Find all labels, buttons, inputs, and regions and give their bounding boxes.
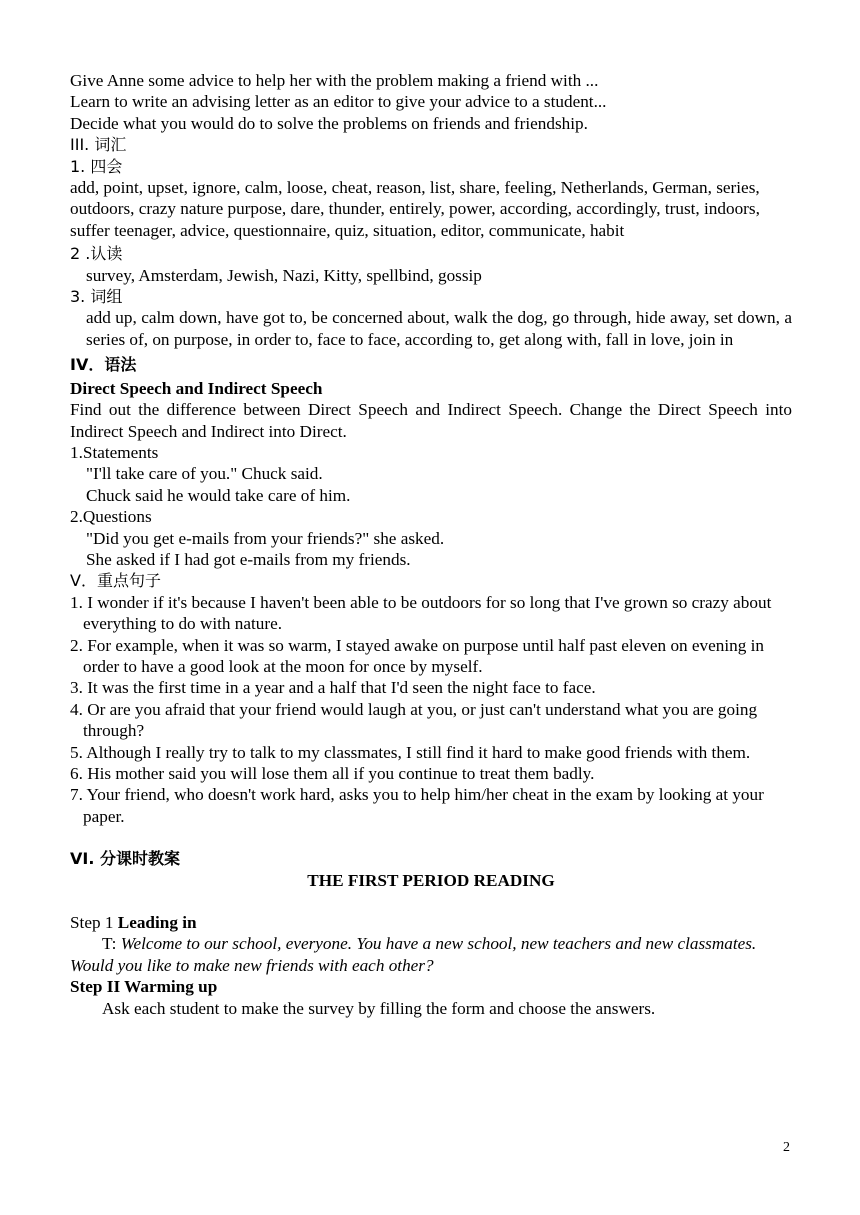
objective-line: Give Anne some advice to help her with the problem making a friend with ... — [70, 71, 599, 90]
vocab-recognition-list: survey, Amsterdam, Jewish, Nazi, Kitty, spellbind, gossip — [86, 265, 482, 285]
key-sentence-item: 7. Your friend, who doesn't work hard, asks you to help him/her cheat in the exam by looking at your paper. — [70, 785, 764, 826]
key-sentence-item: 5. Although I really try to talk to my classmates, I still find it hard to make good friends with them. — [70, 742, 751, 762]
vocab-heading: III. 词汇 — [70, 135, 127, 155]
step1-prefix: Step 1 — [70, 913, 118, 933]
question-indirect-example: She asked if I had got e-mails from my friends. — [86, 549, 411, 569]
objective-line: Decide what you would do to solve the problems on friends and friendship. — [70, 113, 588, 133]
step1-heading — [70, 912, 792, 933]
vocab-subheading-phrases: 3. 词组 — [70, 287, 123, 307]
vocab-word-list: add, point, upset, ignore, calm, loose, cheat, reason, list, share, feeling, Netherlands, German, series, outdoors, crazy nature purpose, dare, thunder, entirely, power, according, accordingly, trust, indoors, suffer teenager, advice, questionnaire, quiz, situation, editor, communicate, habit — [70, 178, 760, 240]
period-title: THE FIRST PERIOD READING — [307, 870, 555, 890]
teacher-speech: Welcome to our school, everyone. You have a new school, new teachers and new classmates. Would you like to make new friends with each other? — [70, 934, 757, 975]
teacher-label: T: — [102, 934, 121, 954]
lesson-plan-heading: VI. 分课时教案 — [70, 849, 180, 869]
grammar-title: Direct Speech and Indirect Speech — [70, 378, 323, 398]
grammar-statements-label: 1.Statements — [70, 442, 159, 462]
grammar-intro: Find out the difference between Direct Speech and Indirect Speech. Change the Direct Speech into Indirect Speech and Indirect into Direct. — [70, 400, 792, 441]
vocab-subheading-recognition: 2 .认读 — [70, 244, 123, 264]
document-page — [70, 70, 792, 1019]
step2-heading: Step II Warming up — [70, 977, 218, 997]
key-sentence-item: 3. It was the first time in a year and a half that I'd seen the night face to face. — [70, 678, 596, 698]
vocab-phrase-list: add up, calm down, have got to, be concerned about, walk the dog, go through, hide away, set down, a series of, on purpose, in order to, face to face, according to, get along with, fall in love, join in — [86, 308, 792, 349]
statement-indirect-example: Chuck said he would take care of him. — [86, 485, 351, 505]
question-direct-example: "Did you get e-mails from your friends?" she asked. — [86, 528, 445, 548]
vocab-subheading-four-skills: 1. 四会 — [70, 156, 123, 176]
page-number: 2 — [783, 1140, 790, 1155]
key-sentence-item: 2. For example, when it was so warm, I stayed awake on purpose until half past eleven on evening in order to have a good look at the moon for once by myself. — [70, 635, 765, 676]
step2-instruction: Ask each student to make the survey by filling the form and choose the answers. — [102, 998, 656, 1018]
key-sentences-heading: V．重点句子 — [70, 571, 161, 591]
key-sentence-item: 6. His mother said you will lose them all if you continue to treat them badly. — [70, 764, 595, 783]
objective-line: Learn to write an advising letter as an editor to give your advice to a student... — [70, 92, 607, 112]
step1-title: Leading in — [117, 913, 197, 933]
key-sentence-item: 4. Or are you afraid that your friend would laugh at you, or just can't understand what you are going through? — [70, 699, 758, 741]
statement-direct-example: "I'll take care of you." Chuck said. — [86, 464, 323, 484]
key-sentence-item: 1. I wonder if it's because I haven't been able to be outdoors for so long that I've grown so crazy about everything to do with nature. — [70, 592, 772, 634]
grammar-heading: IV．语法 — [70, 355, 137, 375]
grammar-questions-label: 2.Questions — [70, 507, 152, 527]
teacher-dialogue — [70, 933, 792, 976]
